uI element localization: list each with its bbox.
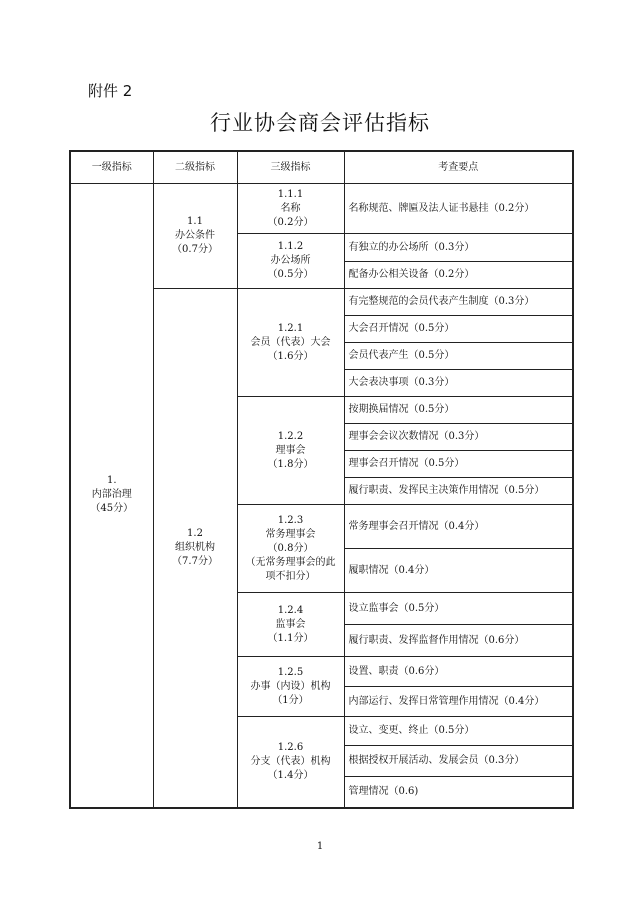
level3-cell-1-2-2	[237, 397, 344, 505]
level3-cell-1-1-1	[237, 184, 344, 234]
level3-number: 1.2.3	[277, 514, 304, 526]
level3-name: 分支（代表）机构	[250, 755, 331, 767]
point-cell: 履职情况（0.4分）	[344, 549, 573, 593]
level2-score: （7.7分）	[172, 555, 218, 567]
level1-score: （45分）	[90, 503, 134, 515]
point-cell: 常务理事会召开情况（0.4分）	[344, 505, 573, 549]
level3-cell-1-2-3	[237, 505, 344, 593]
point-cell: 设置、职责（0.6分）	[344, 657, 573, 687]
level3-score: （1.4分）	[267, 769, 314, 781]
level3-number: 1.1.1	[277, 188, 304, 200]
level1-number: 1.	[106, 475, 117, 487]
point-cell: 设立、变更、终止（0.5分）	[344, 717, 573, 746]
point-cell: 配备办公相关设备（0.2分）	[344, 262, 573, 289]
point-cell: 理事会召开情况（0.5分）	[344, 451, 573, 478]
point-cell: 履行职责、发挥民主决策作用情况（0.5分）	[344, 478, 573, 505]
level3-number: 1.2.2	[277, 430, 304, 442]
point-cell: 大会召开情况（0.5分）	[344, 316, 573, 343]
level3-note: 项不扣分）	[265, 570, 316, 582]
attachment-label: 附件 2	[88, 82, 133, 100]
point-cell: 根据授权开展活动、发展会员（0.3分）	[344, 746, 573, 777]
level3-number: 1.2.5	[277, 666, 304, 678]
level2-cell-1-2	[153, 289, 237, 808]
point-cell: 有独立的办公场所（0.3分）	[344, 234, 573, 262]
level3-number: 1.2.1	[277, 322, 304, 334]
level3-name: 会员（代表）大会	[250, 336, 331, 348]
level3-name: 办事（内设）机构	[250, 680, 331, 692]
level3-score: （1分）	[272, 694, 309, 706]
point-cell: 名称规范、牌匾及法人证书悬挂（0.2分）	[344, 184, 573, 234]
level3-cell-1-2-6	[237, 717, 344, 808]
level3-score: （0.8分）	[267, 542, 314, 554]
level2-number: 1.2	[187, 527, 203, 539]
level2-cell-1-1	[153, 184, 237, 289]
header-points: 考查要点	[344, 151, 573, 184]
level3-score: （1.6分）	[267, 350, 314, 362]
point-cell: 有完整规范的会员代表产生制度（0.3分）	[344, 289, 573, 316]
level2-name: 办公条件	[175, 230, 215, 241]
header-level2: 二级指标	[153, 151, 237, 184]
level2-score: （0.7分）	[172, 244, 218, 255]
level3-score: （1.1分）	[267, 632, 314, 644]
level3-cell-1-1-2	[237, 234, 344, 289]
level3-cell-1-2-5	[237, 657, 344, 717]
point-cell: 内部运行、发挥日常管理作用情况（0.4分）	[344, 687, 573, 717]
level3-name: 办公场所	[270, 255, 311, 266]
level3-number: 1.1.2	[277, 241, 304, 252]
level3-number: 1.2.6	[277, 741, 304, 753]
page-number: 1	[316, 841, 324, 852]
level3-number: 1.2.4	[277, 604, 304, 616]
point-cell: 会员代表产生（0.5分）	[344, 343, 573, 370]
level3-score: （0.2分）	[267, 216, 314, 228]
level1-name: 内部治理	[91, 489, 132, 501]
point-cell: 大会表决事项（0.3分）	[344, 370, 573, 397]
evaluation-table	[69, 150, 574, 809]
level3-cell-1-2-4	[237, 593, 344, 657]
point-cell: 理事会会议次数情况（0.3分）	[344, 424, 573, 451]
level3-name: 理事会	[275, 444, 306, 456]
point-cell: 设立监事会（0.5分）	[344, 593, 573, 625]
header-level3: 三级指标	[237, 151, 344, 184]
header-level1: 一级指标	[70, 151, 153, 184]
level2-name: 组织机构	[175, 541, 215, 553]
level3-name: 常务理事会	[265, 528, 316, 540]
point-cell: 履行职责、发挥监督作用情况（0.6分）	[344, 625, 573, 657]
table-header-row	[70, 151, 573, 184]
level3-name: 监事会	[275, 618, 306, 630]
level3-note: （无常务理事会的此	[245, 556, 336, 568]
table-row	[70, 184, 573, 234]
page-title: 行业协会商会评估指标	[210, 111, 430, 135]
point-cell: 按期换届情况（0.5分）	[344, 397, 573, 424]
level3-cell-1-2-1	[237, 289, 344, 397]
level3-score: （1.8分）	[267, 458, 314, 470]
level1-cell	[70, 184, 153, 808]
level3-score: （0.5分）	[267, 269, 314, 280]
point-cell: 管理情况（0.6)	[344, 777, 573, 808]
level3-name: 名称	[280, 202, 301, 214]
level2-number: 1.1	[187, 216, 203, 227]
